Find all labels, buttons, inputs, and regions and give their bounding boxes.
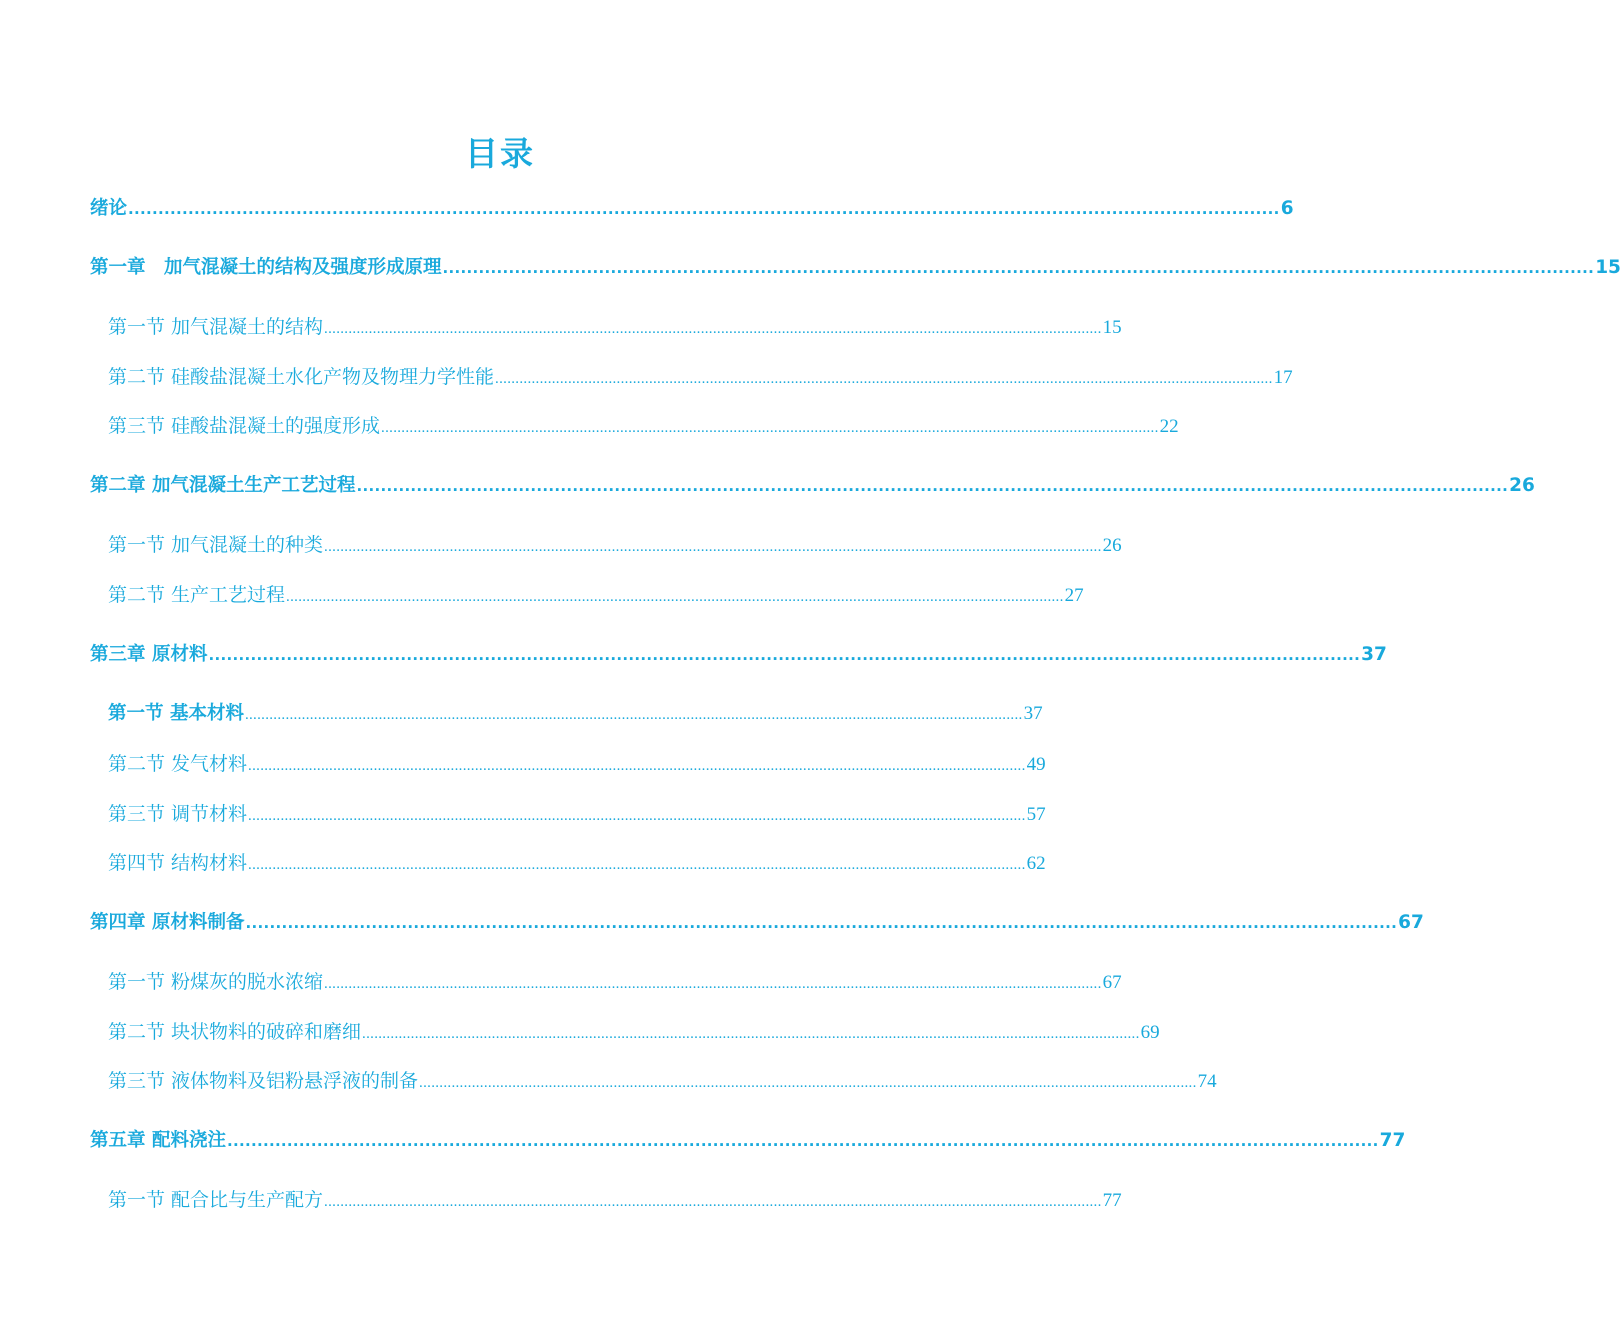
- toc-entry-page: 37: [1361, 644, 1387, 665]
- toc-entry[interactable]: [108, 313, 1122, 341]
- toc-entry[interactable]: [90, 641, 1387, 669]
- toc-entry-label: 第一节 粉煤灰的脱水浓缩: [108, 971, 324, 993]
- toc-entry-label: 第二节 硅酸盐混凝土水化产物及物理力学性能: [108, 366, 495, 388]
- dot-leader: ................................................................................................................................................................................................: [419, 1075, 1197, 1091]
- toc-entry-label: 第一节 配合比与生产配方: [108, 1189, 324, 1211]
- dot-leader: ................................................................................................................................................................................................: [356, 477, 1509, 495]
- dot-leader: ................................................................................................................................................................................................: [324, 321, 1102, 337]
- toc-entry[interactable]: [90, 1127, 1406, 1155]
- toc-entry[interactable]: [108, 363, 1293, 391]
- toc-entry-label: 第三章 原材料: [90, 644, 208, 665]
- dot-leader: ................................................................................................................................................................................................: [208, 646, 1361, 664]
- dot-leader: ................................................................................................................................................................................................: [248, 857, 1026, 873]
- toc-entry-page: 49: [1026, 754, 1046, 775]
- toc-entry-label: 第三节 调节材料: [108, 803, 248, 825]
- dot-leader: ................................................................................................................................................................................................: [324, 976, 1102, 992]
- toc-entry[interactable]: [108, 1186, 1122, 1214]
- toc-entry[interactable]: [108, 1018, 1160, 1046]
- toc-entry[interactable]: [108, 800, 1046, 828]
- dot-leader: ................................................................................................................................................................................................: [495, 371, 1273, 387]
- dot-leader: ................................................................................................................................................................................................: [362, 1026, 1140, 1042]
- toc-entry-label: 第二节 发气材料: [108, 753, 248, 775]
- toc-entry-page: 62: [1026, 853, 1046, 874]
- toc-entry-page: 77: [1102, 1190, 1122, 1211]
- dot-leader: ................................................................................................................................................................................................: [248, 758, 1026, 774]
- dot-leader: ................................................................................................................................................................................................: [442, 259, 1595, 277]
- toc-entry-label: 第二节 生产工艺过程: [108, 584, 286, 606]
- toc-entry[interactable]: [90, 195, 1294, 223]
- toc-entry[interactable]: [108, 750, 1046, 778]
- toc-entry[interactable]: [90, 254, 1621, 282]
- toc-entry-page: 15: [1102, 317, 1122, 338]
- toc-entry-page: 15: [1595, 257, 1621, 278]
- dot-leader: ................................................................................................................................................................................................: [286, 589, 1064, 605]
- toc-entry[interactable]: [108, 849, 1046, 877]
- toc-entry-label: 第二节 块状物料的破碎和磨细: [108, 1021, 362, 1043]
- toc-entry[interactable]: [108, 700, 1043, 728]
- toc-entry-label: 第五章 配料浇注: [90, 1130, 226, 1151]
- toc-entry-page: 67: [1398, 912, 1424, 933]
- toc-entry[interactable]: [108, 412, 1179, 440]
- toc-entry-page: 77: [1379, 1130, 1406, 1151]
- dot-leader: ................................................................................................................................................................................................: [226, 1132, 1379, 1150]
- toc-entry-page: 67: [1102, 972, 1122, 993]
- dot-leader: ................................................................................................................................................................................................: [381, 420, 1159, 436]
- toc-entry-label: 第一章 加气混凝土的结构及强度形成原理: [90, 257, 442, 278]
- toc-entry-label: 第一节 加气混凝土的结构: [108, 316, 324, 338]
- toc-entry-page: 26: [1102, 535, 1122, 556]
- toc-entry[interactable]: [90, 472, 1535, 500]
- toc-entry-page: 22: [1159, 416, 1179, 437]
- toc-entry-page: 6: [1280, 198, 1294, 219]
- dot-leader: ................................................................................................................................................................................................: [128, 200, 1280, 218]
- toc-entry-label: 第二章 加气混凝土生产工艺过程: [90, 475, 356, 496]
- toc-entry-page: 74: [1197, 1071, 1217, 1092]
- toc-entry[interactable]: [90, 909, 1424, 937]
- toc-entry-page: 37: [1023, 703, 1043, 724]
- dot-leader: ................................................................................................................................................................................................: [324, 539, 1102, 555]
- dot-leader: ................................................................................................................................................................................................: [245, 914, 1398, 932]
- toc-entry-page: 69: [1140, 1022, 1160, 1043]
- page-title: 目录: [465, 134, 535, 173]
- toc-entry-page: 27: [1064, 585, 1084, 606]
- toc-entry[interactable]: [108, 1067, 1217, 1095]
- toc-entry-page: 17: [1273, 367, 1293, 388]
- dot-leader: ................................................................................................................................................................................................: [244, 707, 1023, 723]
- toc-entry-label: 第三节 液体物料及铝粉悬浮液的制备: [108, 1070, 419, 1092]
- toc-entry-page: 57: [1026, 804, 1046, 825]
- toc-entry[interactable]: [108, 581, 1084, 609]
- toc-entry-label: 第一节 加气混凝土的种类: [108, 534, 324, 556]
- toc-entry-label: 第一节 基本材料: [108, 703, 244, 724]
- toc-entry-label: 绪论: [90, 198, 128, 219]
- toc-entry-label: 第四章 原材料制备: [90, 912, 245, 933]
- dot-leader: ................................................................................................................................................................................................: [248, 808, 1026, 824]
- dot-leader: ................................................................................................................................................................................................: [324, 1194, 1102, 1210]
- toc-entry[interactable]: [108, 531, 1122, 559]
- toc-entry[interactable]: [108, 968, 1122, 996]
- toc-entry-label: 第三节 硅酸盐混凝土的强度形成: [108, 415, 381, 437]
- toc-entry-page: 26: [1509, 475, 1535, 496]
- toc-entry-label: 第四节 结构材料: [108, 852, 248, 874]
